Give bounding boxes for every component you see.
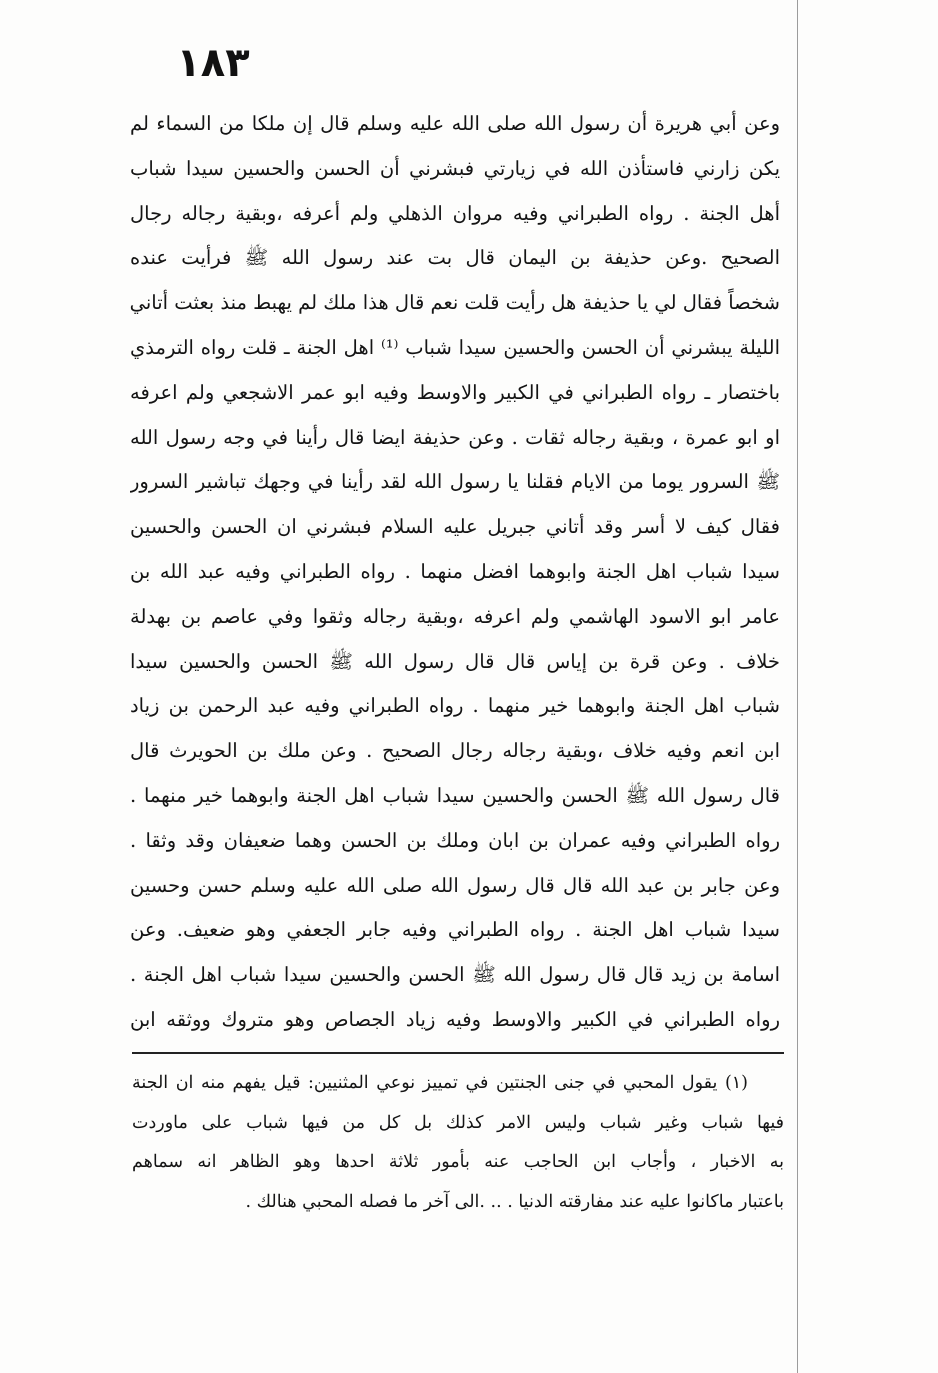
footnote-line: فيها شباب وغير شباب وليس الامر كذلك بل كل من فيها شباب على ماوردت bbox=[132, 1112, 784, 1133]
footnote-divider bbox=[132, 1052, 784, 1054]
footnote bbox=[132, 1064, 784, 1222]
text-line: شخصاً فقال لي يا حذيفة هل رأيت قلت نعم قال هذا ملك لم يهبط منذ بعثت أتاني bbox=[130, 291, 780, 315]
text-line: يكن زارني فاستأذن الله في زيارتي فبشرني أن الحسن والحسين سيدا شباب bbox=[130, 156, 780, 180]
text-line: رواه الطبراني في الكبير والاوسط وفيه زياد الجصاص وهو متروك ووثقه ابن bbox=[130, 1007, 780, 1031]
footnote-line: (١) يقول المحبي في جنى الجنتين في تمييز نوعي المثنيين: قيل يفهم منه ان الجنة bbox=[132, 1073, 748, 1093]
text-line: وعن جابر بن عبد الله قال قال رسول الله صلى الله عليه وسلم حسن وحسين bbox=[130, 873, 780, 897]
text-line: سيدا شباب اهل الجنة . رواه الطبراني وفيه جابر الجعفي وهو ضعيف. وعن bbox=[130, 918, 780, 942]
main-text bbox=[130, 102, 780, 1043]
text-line: أهل الجنة . رواه الطبراني وفيه مروان الذهلي ولم أعرفه ،وبقية رجاله رجال bbox=[130, 201, 780, 225]
text-line: ﷺ السرور يوما من الايام فقلنا يا رسول الله لقد رأينا في وجهك تباشير السرور bbox=[130, 470, 780, 494]
text-line: رواه الطبراني وفيه عمران بن ابان وملك بن الحسن وهما ضعيفان وقد وثقا . bbox=[130, 828, 780, 852]
text-line: شباب اهل الجنة وابوهما خير منهما . رواه الطبراني وفيه عبد الرحمن بن زياد bbox=[130, 694, 780, 718]
text-line: ابن انعم وفيه خلاف ،وبقية رجاله رجال الصحيح . وعن ملك بن الحويرث قال bbox=[130, 739, 780, 763]
text-line: قال رسول الله ﷺ الحسن والحسين سيدا شباب اهل الجنة وابوهما خير منهما . bbox=[130, 783, 780, 807]
text-line: خلاف . وعن قرة بن إياس قال قال رسول الله ﷺ الحسن والحسين سيدا bbox=[130, 649, 780, 673]
text-line: فقال كيف لا أسر وقد أتاني جبريل عليه السلام فبشرني ان الحسن والحسين bbox=[130, 515, 780, 539]
text-line: الصحيح .وعن حذيفة بن اليمان قال بت عند رسول الله ﷺ فرأيت عنده bbox=[130, 246, 780, 270]
text-line: الليلة يبشرني أن الحسن والحسين سيدا شباب ⁽¹⁾ اهل الجنة ـ قلت رواه الترمذي bbox=[130, 335, 780, 359]
text-line: سيدا شباب اهل الجنة وابوهما افضل منهما . رواه الطبراني وفيه عبد الله بن bbox=[130, 559, 780, 583]
text-line: او ابو عمرة ، وبقية رجاله ثقات . وعن حذيفة ايضا قال رأينا في وجه رسول الله bbox=[130, 425, 780, 449]
footnote-line: باعتبار ماكانوا عليه عند مفارقته الدنيا . .. .الى آخر ما فصله المحبي هنالك . bbox=[245, 1191, 784, 1212]
text-line: باختصار ـ رواه الطبراني في الكبير والاوسط وفيه ابو عمر الاشجعي ولم اعرفه bbox=[130, 380, 780, 404]
text-line: وعن أبي هريرة أن رسول الله صلى الله عليه وسلم قال إن ملكا من السماء لم bbox=[130, 112, 780, 135]
page-edge-line bbox=[797, 0, 798, 1373]
footnote-line: به الاخبار ، وأجاب ابن الحاجب عنه بأمور ثلاثة احدها وهو الظاهر انه سماهم bbox=[132, 1152, 784, 1172]
page-number: ١٨٣ bbox=[176, 40, 250, 86]
text-line: اسامة بن زيد قال قال رسول الله ﷺ الحسن والحسين سيدا شباب اهل الجنة . bbox=[130, 963, 780, 987]
text-line: عامر ابو الاسود الهاشمي ولم اعرفه ،وبقية رجاله وثقوا وفي عاصم بن بهدلة bbox=[130, 604, 780, 628]
